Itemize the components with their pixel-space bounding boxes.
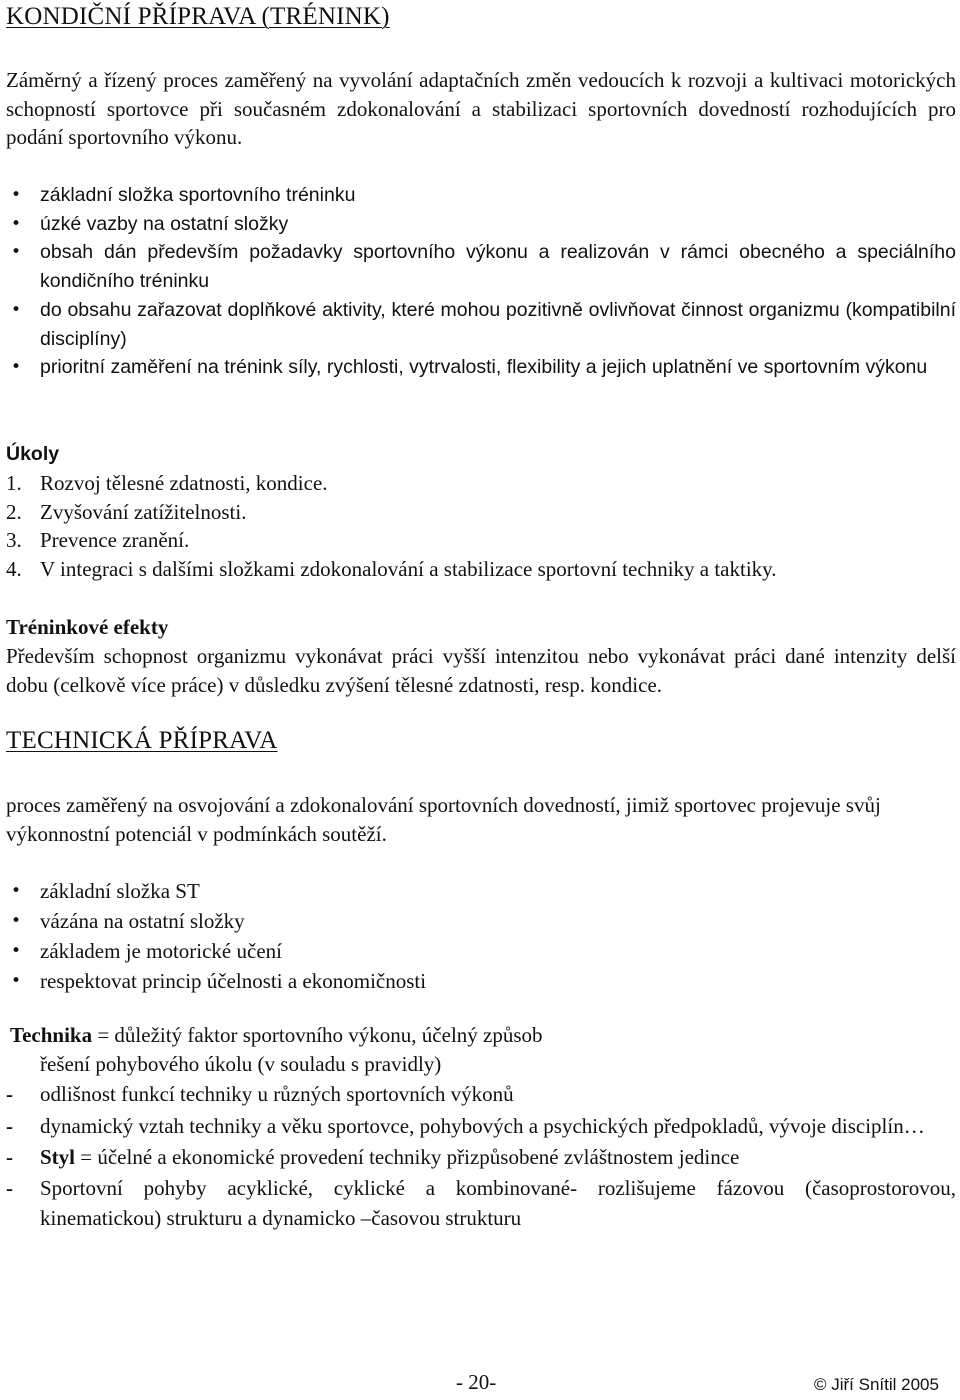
- effects-paragraph: Především schopnost organizmu vykonávat práci vyšší intenzitou nebo vykonávat práci dané intenzity delší dobu (celkově více práce) v důsledku zvýšení tělesné zdatnosti, resp. kondice.: [6, 644, 956, 697]
- copyright: © Jiří Snítil 2005: [814, 1375, 939, 1394]
- technika-definition: Technika = důležitý faktor sportovního výkonu, účelný způsob řešení pohybového úkolu (v souladu s pravidly): [10, 1023, 543, 1076]
- dash-list: [6, 1078, 956, 1233]
- bullet-icon: •: [10, 881, 22, 901]
- bullet-icon: •: [10, 971, 22, 991]
- list-item: - Styl = účelné a ekonomické provedení techniky přizpůsobené zvláštnostem jedince: [6, 1141, 956, 1173]
- bullet-list-2: [6, 876, 956, 996]
- dash-icon: -: [6, 1114, 13, 1138]
- list-item: 3. Prevence zranění.: [6, 528, 190, 552]
- list-item: 1. Rozvoj tělesné zdatnosti, kondice.: [6, 471, 328, 495]
- styl-term: Styl: [40, 1145, 76, 1169]
- bullet-icon: •: [10, 213, 22, 234]
- list-item: - odlišnost funkcí techniky u různých sportovních výkonů: [6, 1078, 956, 1110]
- heading-kondicni-priprava: KONDIČNÍ PŘÍPRAVA (TRÉNINK): [6, 3, 390, 30]
- list-item: - dynamický vztah techniky a věku sportovce, pohybových a psychických předpokladů, vývoje disciplín…: [6, 1112, 956, 1141]
- list-item: • do obsahu zařazovat doplňkové aktivity, které mohou pozitivně ovlivňovat činnost organizmu (kompatibilní disciplíny): [6, 296, 956, 353]
- bullet-list-1: [6, 181, 956, 382]
- list-item: 4. V integraci s dalšími složkami zdokonalování a stabilizace sportovní techniky a taktiky.: [6, 556, 777, 581]
- bullet-icon: •: [10, 941, 22, 961]
- dash-icon: -: [6, 1176, 13, 1200]
- list-item: - Sportovní pohyby acyklické, cyklické a kombinované- rozlišujeme fázovou (časoprostorovou, kinematickou) strukturu a dynamicko –časovou strukturu: [6, 1173, 956, 1233]
- list-item: • úzké vazby na ostatní složky: [6, 210, 956, 239]
- bullet-icon: •: [10, 357, 22, 378]
- bullet-icon: •: [10, 911, 22, 931]
- dash-icon: -: [6, 1145, 13, 1169]
- heading-technicka-priprava: TECHNICKÁ PŘÍPRAVA: [6, 727, 278, 754]
- bullet-icon: •: [10, 185, 22, 205]
- list-item: • základem je motorické učení: [6, 936, 956, 966]
- list-item: • respektovat princip účelnosti a ekonomičnosti: [6, 966, 956, 996]
- technika-term: Technika: [10, 1023, 93, 1047]
- bullet-icon: •: [10, 299, 22, 320]
- list-item: • základní složka sportovního tréninku: [6, 181, 956, 210]
- page-number: - 20-: [456, 1370, 497, 1394]
- list-item: 2. Zvyšování zatížitelnosti.: [6, 499, 247, 524]
- intro-paragraph: Záměrný a řízený proces zaměřený na vyvolání adaptačních změn vedoucích k rozvoji a kultivaci motorických schopností sportovce při současném zdokonalování a stabilizaci sportovních dovedností rozhodujících pro podání sportovního výkonu.: [6, 68, 956, 149]
- bullet-icon: •: [10, 242, 22, 263]
- tasks-list: [6, 469, 956, 583]
- tasks-title: Úkoly: [6, 443, 60, 465]
- dash-icon: -: [6, 1082, 13, 1106]
- list-item: • obsah dán především požadavky sportovního výkonu a realizován v rámci obecného a speciálního kondičního tréninku: [6, 238, 956, 295]
- list-item: • vázána na ostatní složky: [6, 906, 956, 936]
- list-item: • prioritní zaměření na trénink síly, rychlosti, vytrvalosti, flexibility a jejich uplatnění ve sportovním výkonu: [6, 353, 956, 382]
- tech-intro-paragraph: proces zaměřený na osvojování a zdokonalování sportovních dovedností, jimiž sportovec projevuje svůj výkonnostní potenciál v podmínkách soutěží.: [6, 793, 881, 846]
- document-page: [6, 0, 956, 1394]
- effects-title: Tréninkové efekty: [6, 615, 169, 639]
- list-item: • základní složka ST: [6, 876, 956, 906]
